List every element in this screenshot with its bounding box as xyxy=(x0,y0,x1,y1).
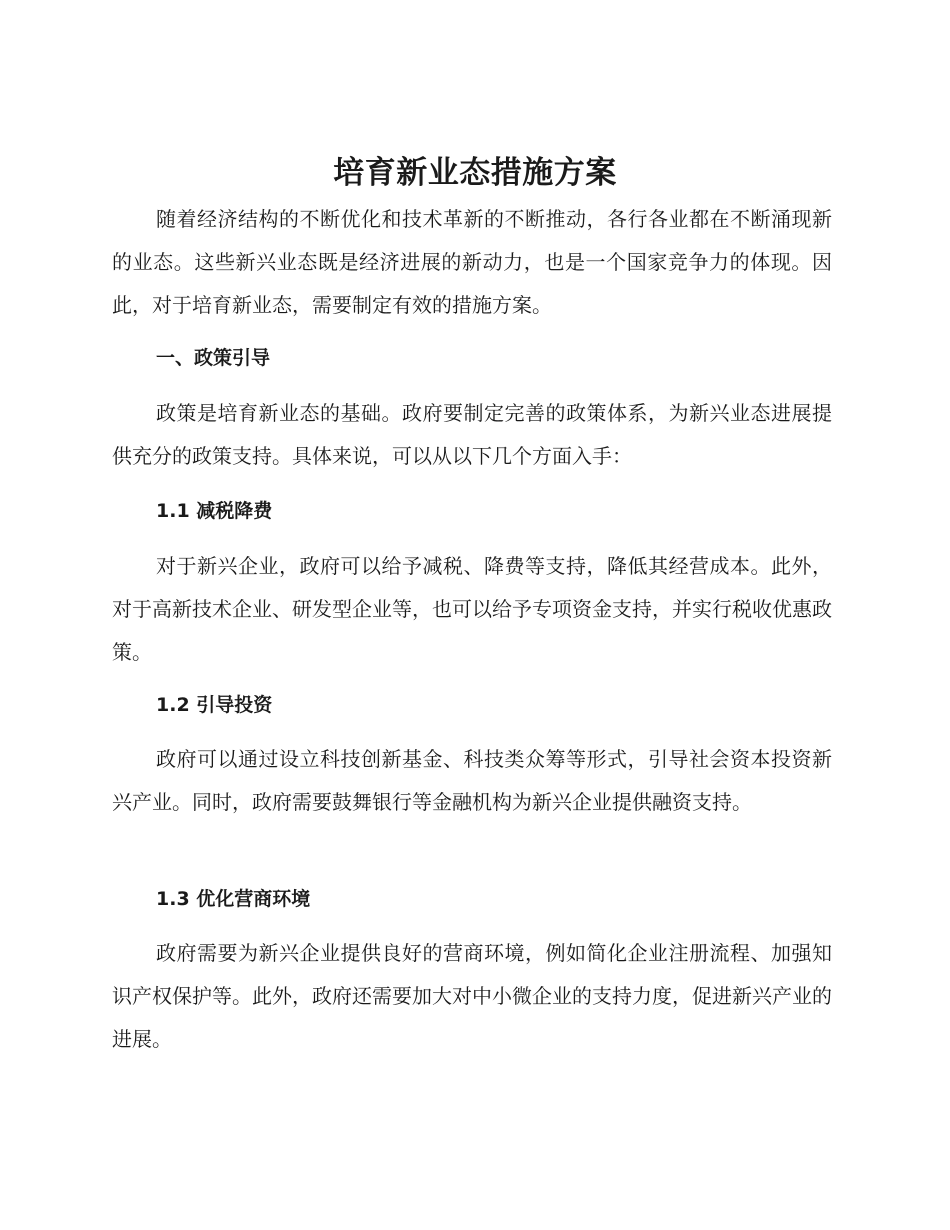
subsection-paragraph-tax: 对于新兴企业，政府可以给予减税、降费等支持，降低其经营成本。此外，对于高新技术企业、研发型企业等，也可以给予专项资金支持，并实行税收优惠政策。 xyxy=(112,554,832,664)
subsection-paragraph-investment: 政府可以通过设立科技创新基金、科技类众筹等形式，引导社会资本投资新兴产业。同时，政府需要鼓舞银行等金融机构为新兴企业提供融资支持。 xyxy=(112,747,832,814)
section-paragraph-policy: 政策是培育新业态的基础。政府要制定完善的政策体系，为新兴业态进展提供充分的政策支持。具体来说，可以从以下几个方面入手： xyxy=(112,401,832,468)
subsection-heading-business-environment: 1.3 优化营商环境 xyxy=(156,888,311,910)
intro-paragraph: 随着经济结构的不断优化和技术革新的不断推动，各行各业都在不断涌现新的业态。这些新兴业态既是经济进展的新动力，也是一个国家竞争力的体现。因此，对于培育新业态，需要制定有效的措施方案。 xyxy=(112,207,832,317)
subsection-heading-investment: 1.2 引导投资 xyxy=(156,694,273,716)
document-title: 培育新业态措施方案 xyxy=(333,155,617,191)
section-heading-policy: 一、政策引导 xyxy=(156,347,271,369)
subsection-heading-tax: 1.1 减税降费 xyxy=(156,500,273,522)
subsection-paragraph-business-environment: 政府需要为新兴企业提供良好的营商环境，例如简化企业注册流程、加强知识产权保护等。此外，政府还需要加大对中小微企业的支持力度，促进新兴产业的进展。 xyxy=(112,941,832,1051)
